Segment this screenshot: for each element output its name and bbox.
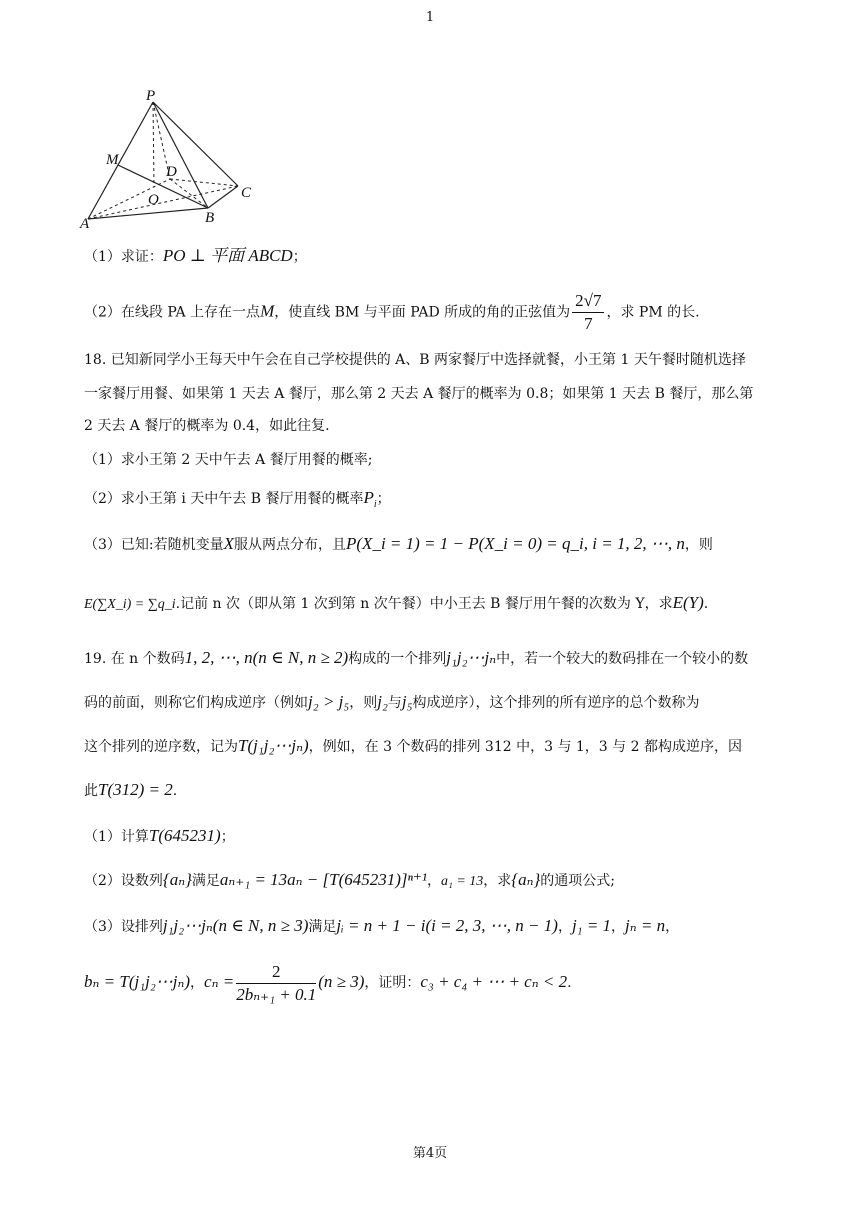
- label-A: A: [80, 216, 90, 232]
- q18-part3: （3）已知:若随机变量X服从两点分布，且P(X_i = 1) = 1 − P(X_i = 0) = q_i, i = 1, 2, ⋯, n，则: [84, 534, 713, 553]
- label-P: P: [146, 88, 156, 104]
- q19-part1: （1）计算T(645231)；: [84, 826, 235, 845]
- q18-stem-line2: 一家餐厅用餐、如果第 1 天去 A 餐厅，那么第 2 天去 A 餐厅的概率为 0.8；如果第 1 天去 B 餐厅，那么第: [84, 386, 754, 402]
- label-D: D: [166, 164, 177, 180]
- q18-stem-line3: 2 天去 A 餐厅的概率为 0.4，如此往复.: [84, 418, 330, 434]
- q19-stem-line1: 19. 在 n 个数码1, 2, ⋯, n(n ∈ N, n ≥ 2)构成的一个排列j₁j₂⋯jₙ中，若一个较大的数码排在一个较小的数: [84, 648, 749, 667]
- q19-part3: （3）设排列j₁j₂⋯jₙ(n ∈ N, n ≥ 3)满足jᵢ = n + 1 − i(i = 2, 3, ⋯, n − 1)，j₁ = 1，jₙ = n，: [84, 916, 680, 935]
- page-number-top: 1: [425, 10, 435, 25]
- q18-part3-line2: E(∑X_i) = ∑q_i.记前 n 次（即从第 1 次到第 n 次午餐）中小王去 B 餐厅用午餐的次数为 Y，求E(Y).: [84, 593, 709, 612]
- page-footer: 第4页: [412, 1146, 448, 1161]
- edge-DB: [170, 179, 208, 208]
- pyramid-figure: [78, 86, 268, 236]
- q19-stem-line3: 这个排列的逆序数，记为T(j₁j₂⋯jₙ)，例如，在 3 个数码的排列 312 中，3 与 1，3 与 2 都构成逆序，因: [84, 736, 742, 755]
- q17-part2: （2）在线段 PA 上存在一点M，使直线 BM 与平面 PAD 所成的角的正弦值为 $\frac{2√7}{7}$ ，求 PM 的长.: [84, 291, 700, 333]
- label-M: M: [106, 152, 119, 168]
- q17-part1: （1）求证：PO ⊥ 平面 ABCD；: [84, 246, 307, 265]
- label-B: B: [205, 210, 215, 226]
- edge-PB: [153, 102, 208, 208]
- q17-part1-math: PO ⊥ 平面 ABCD: [162, 246, 293, 265]
- label-C: C: [241, 185, 252, 201]
- expectation-sum: E(∑X_i) = ∑q_i: [84, 597, 176, 612]
- q18-stem-line1: 18. 已知新同学小王每天中午会在自己学校提供的 A、B 两家餐厅中选择就餐，小王第 1 天午餐时随机选择: [84, 352, 746, 368]
- label-O: O: [148, 192, 159, 208]
- c-n-fraction: $\frac{2}{\text{2bₙ₊₁ + 0.1}}$: [236, 961, 317, 1004]
- edge-AB: [88, 208, 208, 219]
- edge-PO: [153, 102, 154, 187]
- q19-stem-line4: 此T(312) = 2.: [84, 780, 178, 799]
- sine-fraction: $\frac{2√7}{7}$: [572, 290, 604, 335]
- q19-part2: （2）设数列{aₙ}满足aₙ₊₁ = 13aₙ − [T(645231)]ⁿ⁺¹，a₁ = 13，求{aₙ}的通项公式;: [84, 870, 616, 889]
- edge-MB: [118, 165, 208, 208]
- q18-part1: （1）求小王第 2 天中午去 A 餐厅用餐的概率;: [84, 452, 373, 468]
- two-point-formula: P(X_i = 1) = 1 − P(X_i = 0) = q_i, i = 1, 2, ⋯, n: [346, 534, 685, 553]
- q19-part3-line2: bₙ = T(j₁j₂⋯jₙ)，cₙ = $\frac{2}{\text{2bₙ₊₁ + 0.1}}$ (n ≥ 3)，证明：c₃ + c₄ + ⋯ + cₙ < 2.: [84, 961, 572, 1004]
- q19-stem-line2: 码的前面，则称它们构成逆序（例如j₂ > j₅，则j₂与j₅构成逆序），这个排列的所有逆序的总个数称为: [84, 692, 700, 711]
- edge-PA: [88, 102, 153, 219]
- q18-part2: （2）求小王第 i 天中午去 B 餐厅用餐的概率$P_i$；: [84, 488, 391, 510]
- edge-DC: [170, 179, 238, 186]
- recurrence: aₙ₊₁ = 13aₙ − [T(645231)]ⁿ⁺¹: [219, 870, 427, 889]
